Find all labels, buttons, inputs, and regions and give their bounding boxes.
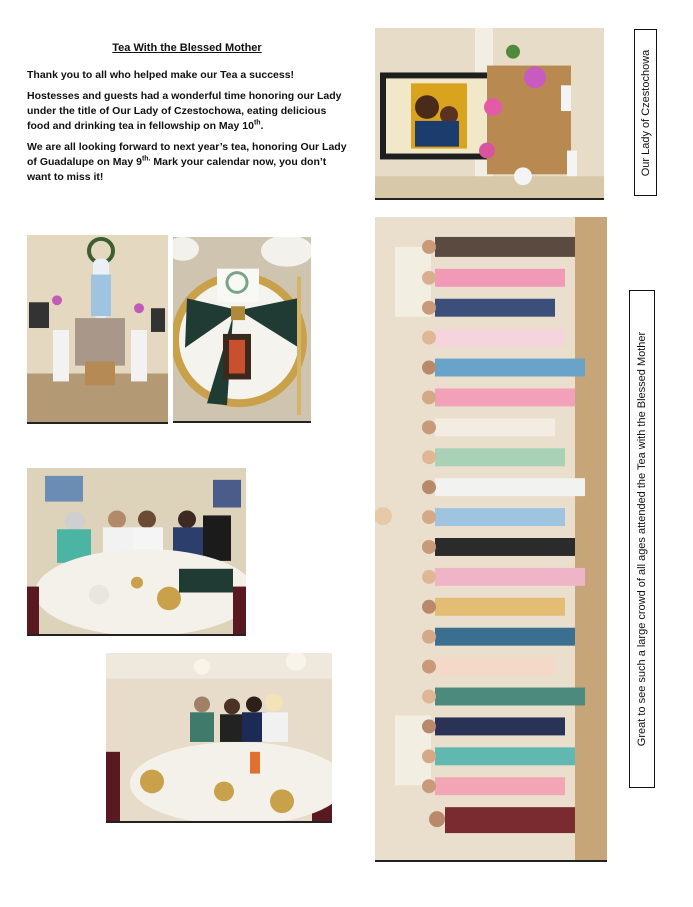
place-setting-photo bbox=[173, 237, 311, 423]
icon-caption: Our Lady of Czestochowa bbox=[639, 49, 652, 176]
icon-display-photo bbox=[375, 28, 604, 200]
article-paragraph-2: Hostesses and guests had a wonderful time honoring our Lady under the title of Our Lady of Czestochowa, eating delicious food and drinking tea in fellowship on May 10th. bbox=[27, 90, 342, 132]
group-photo bbox=[375, 217, 607, 862]
icon-caption-box bbox=[634, 29, 657, 196]
article-paragraph-3: We are all looking forward to next year’s tea, honoring Our Lady of Guadalupe on May $9^{th.}$ Mark your calendar now, you don’t want to miss it! bbox=[27, 141, 347, 183]
article-paragraph-1: Thank you to all who helped make our Tea a success! bbox=[27, 69, 295, 81]
group-caption-box bbox=[629, 290, 655, 788]
table-guests-photo bbox=[27, 468, 246, 636]
statue-altar-photo bbox=[27, 235, 168, 424]
article bbox=[27, 42, 347, 191]
table-wide-photo bbox=[106, 653, 332, 823]
article-title: Tea With the Blessed Mother bbox=[112, 42, 262, 54]
group-caption: Great to see such a large crowd of all ages attended the Tea with the Blessed Mother bbox=[636, 331, 648, 747]
